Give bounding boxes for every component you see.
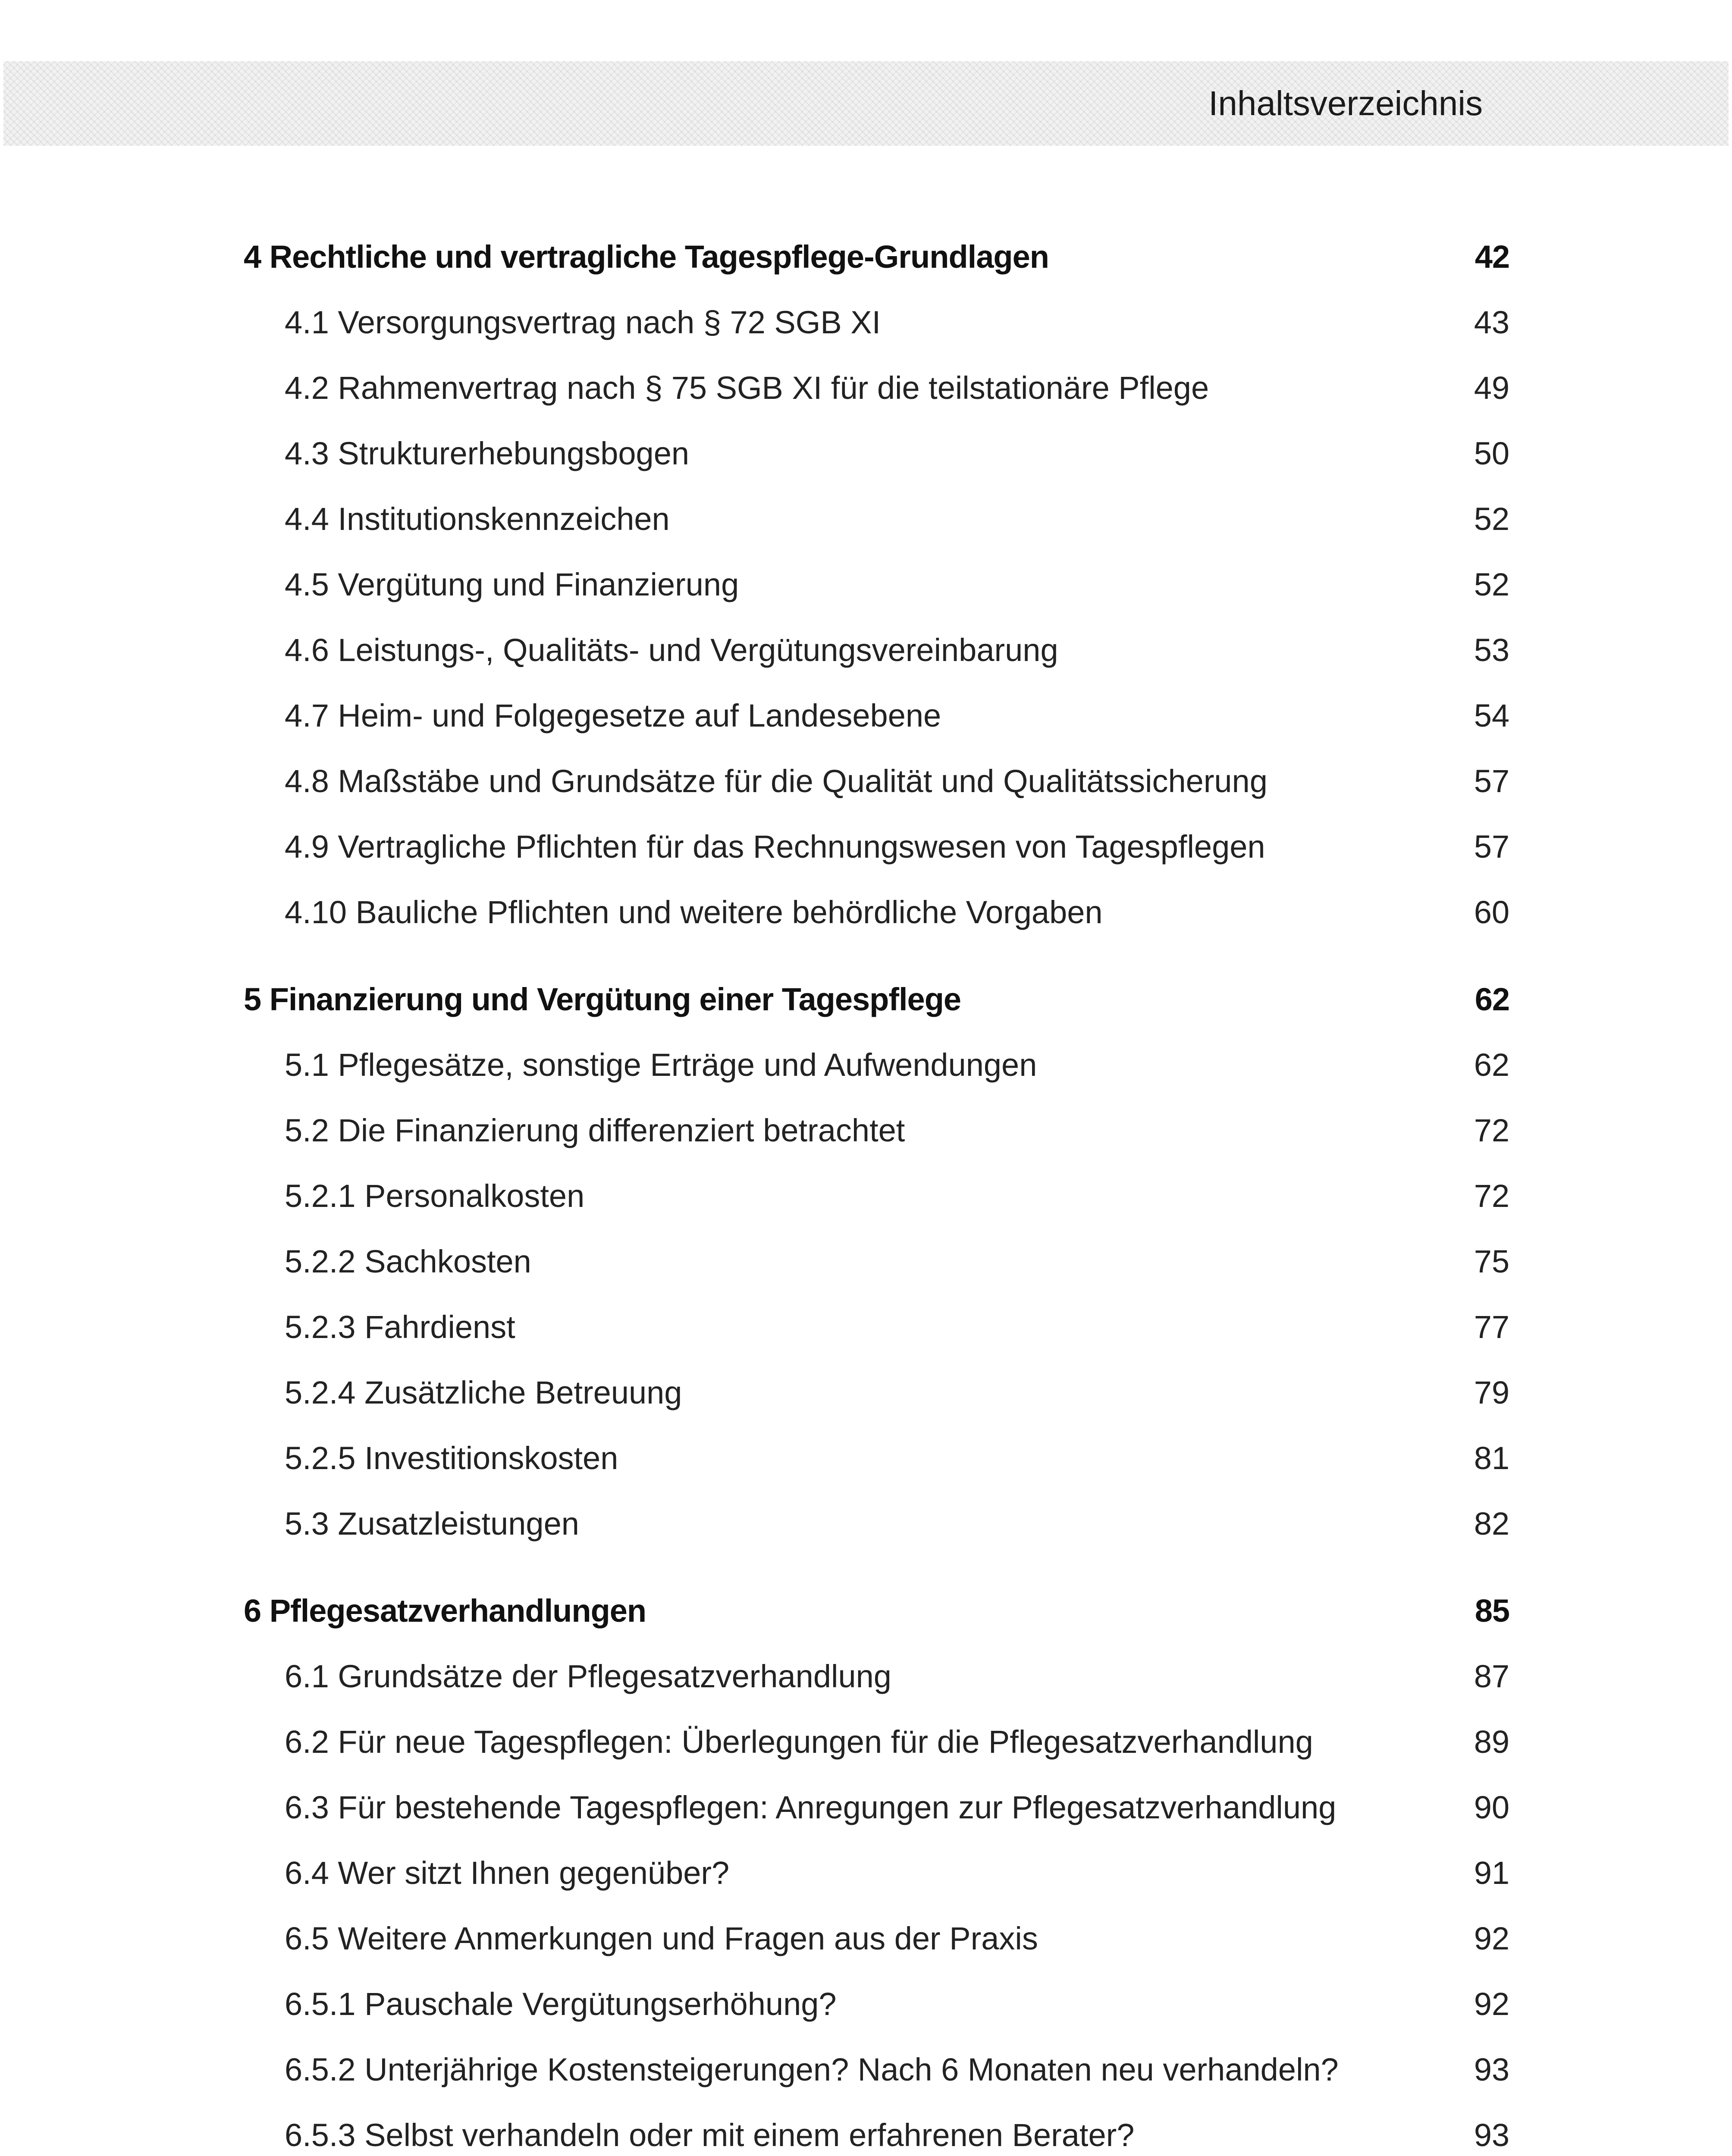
toc-page-number: 77 bbox=[1474, 1309, 1509, 1345]
toc-entry[interactable] bbox=[244, 1426, 1509, 1491]
toc-entry-title: 5.2.1 Personalkosten bbox=[285, 1178, 585, 1214]
toc-page-number: 62 bbox=[1474, 1047, 1509, 1083]
toc-entry[interactable] bbox=[244, 1906, 1509, 1971]
toc-page-number: 82 bbox=[1474, 1506, 1509, 1542]
toc-page-number: 50 bbox=[1474, 436, 1509, 471]
toc-entry[interactable] bbox=[244, 552, 1509, 617]
toc-entry-title: 5.2.2 Sachkosten bbox=[285, 1244, 531, 1279]
toc-entry[interactable] bbox=[244, 814, 1509, 880]
toc-entry-title: 4.8 Maßstäbe und Grundsätze für die Qualität und Qualitätssicherung bbox=[285, 763, 1268, 799]
toc-page-number: 75 bbox=[1474, 1244, 1509, 1279]
toc-page-number: 52 bbox=[1474, 567, 1509, 602]
toc-chapter-entry[interactable] bbox=[244, 224, 1509, 290]
toc-page-number: 92 bbox=[1474, 1921, 1509, 1956]
toc-entry[interactable] bbox=[244, 486, 1509, 552]
toc-entry[interactable] bbox=[244, 880, 1509, 945]
toc-entry[interactable] bbox=[244, 1163, 1509, 1229]
toc-entry-title: 4.1 Versorgungsvertrag nach § 72 SGB XI bbox=[285, 304, 881, 340]
toc-entry[interactable] bbox=[244, 1775, 1509, 1840]
toc-page-number: 53 bbox=[1474, 632, 1509, 668]
toc-section bbox=[244, 224, 1509, 945]
toc-entry[interactable] bbox=[244, 1840, 1509, 1906]
toc-entry-title: 4.4 Institutionskennzeichen bbox=[285, 501, 670, 537]
page-title: Inhaltsverzeichnis bbox=[1208, 84, 1483, 122]
toc-page-number: 91 bbox=[1474, 1855, 1509, 1891]
toc-entry[interactable] bbox=[244, 749, 1509, 814]
toc-entry[interactable] bbox=[244, 1032, 1509, 1098]
header-band bbox=[3, 61, 1729, 146]
toc-entry[interactable] bbox=[244, 1709, 1509, 1775]
toc-section bbox=[244, 967, 1509, 1557]
toc-page-number: 90 bbox=[1474, 1789, 1509, 1825]
toc-page-number: 54 bbox=[1474, 698, 1509, 733]
toc-entry-title: 5.3 Zusatzleistungen bbox=[285, 1506, 579, 1542]
toc-page-number: 57 bbox=[1474, 829, 1509, 865]
toc-page-number: 72 bbox=[1474, 1178, 1509, 1214]
toc-entry-title: 6.1 Grundsätze der Pflegesatzverhandlung bbox=[285, 1658, 891, 1694]
toc-entry-title: 5.2 Die Finanzierung differenziert betrachtet bbox=[285, 1112, 905, 1148]
toc-page-number: 57 bbox=[1474, 763, 1509, 799]
toc-entry-title: 5.2.4 Zusätzliche Betreuung bbox=[285, 1375, 682, 1410]
toc-page-number: 92 bbox=[1474, 1986, 1509, 2022]
toc-page-number: 42 bbox=[1475, 239, 1509, 275]
toc-chapter-title: 5 Finanzierung und Vergütung einer Tagespflege bbox=[244, 981, 961, 1017]
toc-entry[interactable] bbox=[244, 2103, 1509, 2156]
toc-section bbox=[244, 1578, 1509, 2156]
toc-entry[interactable] bbox=[244, 1098, 1509, 1163]
toc-page-number: 85 bbox=[1475, 1593, 1509, 1629]
toc-entry[interactable] bbox=[244, 617, 1509, 683]
toc-entry-title: 6.3 Für bestehende Tagespflegen: Anregungen zur Pflegesatzverhandlung bbox=[285, 1789, 1337, 1825]
toc-page-number: 79 bbox=[1474, 1375, 1509, 1410]
toc-entry[interactable] bbox=[244, 421, 1509, 486]
toc-entry-title: 4.6 Leistungs-, Qualitäts- und Vergütungsvereinbarung bbox=[285, 632, 1058, 668]
toc-page-number: 60 bbox=[1474, 894, 1509, 930]
toc-entry-title: 6.2 Für neue Tagespflegen: Überlegungen für die Pflegesatzverhandlung bbox=[285, 1724, 1313, 1760]
toc-entry-title: 6.5 Weitere Anmerkungen und Fragen aus der Praxis bbox=[285, 1921, 1038, 1956]
toc-entry[interactable] bbox=[244, 1294, 1509, 1360]
toc-entry[interactable] bbox=[244, 290, 1509, 355]
toc-entry[interactable] bbox=[244, 1491, 1509, 1557]
toc-entry-title: 4.7 Heim- und Folgegesetze auf Landesebene bbox=[285, 698, 941, 733]
toc-page-number: 72 bbox=[1474, 1112, 1509, 1148]
toc-entry-title: 5.2.5 Investitionskosten bbox=[285, 1440, 618, 1476]
toc-entry-title: 4.10 Bauliche Pflichten und weitere behördliche Vorgaben bbox=[285, 894, 1103, 930]
toc-page-number: 89 bbox=[1474, 1724, 1509, 1760]
toc-entry-title: 5.1 Pflegesätze, sonstige Erträge und Aufwendungen bbox=[285, 1047, 1037, 1083]
toc-entry-title: 5.2.3 Fahrdienst bbox=[285, 1309, 515, 1345]
toc-page-number: 93 bbox=[1474, 2117, 1509, 2153]
toc-entry[interactable] bbox=[244, 1360, 1509, 1426]
toc-chapter-entry[interactable] bbox=[244, 967, 1509, 1032]
toc-page-number: 81 bbox=[1474, 1440, 1509, 1476]
toc-chapter-entry[interactable] bbox=[244, 1578, 1509, 1644]
toc-entry-title: 4.5 Vergütung und Finanzierung bbox=[285, 567, 739, 602]
table-of-contents bbox=[244, 224, 1509, 2156]
toc-page-number: 49 bbox=[1474, 370, 1509, 406]
toc-entry[interactable] bbox=[244, 355, 1509, 421]
toc-entry-title: 4.3 Strukturerhebungsbogen bbox=[285, 436, 690, 471]
toc-entry[interactable] bbox=[244, 1644, 1509, 1709]
toc-page-number: 43 bbox=[1474, 304, 1509, 340]
toc-entry[interactable] bbox=[244, 1229, 1509, 1294]
toc-entry-title: 6.5.3 Selbst verhandeln oder mit einem erfahrenen Berater? bbox=[285, 2117, 1135, 2153]
toc-chapter-title: 4 Rechtliche und vertragliche Tagespflege-Grundlagen bbox=[244, 239, 1049, 275]
toc-entry-title: 4.9 Vertragliche Pflichten für das Rechnungswesen von Tagespflegen bbox=[285, 829, 1265, 865]
toc-page-number: 52 bbox=[1474, 501, 1509, 537]
toc-entry[interactable] bbox=[244, 2037, 1509, 2103]
toc-entry[interactable] bbox=[244, 683, 1509, 749]
toc-entry-title: 6.5.1 Pauschale Vergütungserhöhung? bbox=[285, 1986, 837, 2022]
toc-page-number: 93 bbox=[1474, 2052, 1509, 2087]
toc-entry-title: 6.4 Wer sitzt Ihnen gegenüber? bbox=[285, 1855, 730, 1891]
toc-entry[interactable] bbox=[244, 1971, 1509, 2037]
toc-page-number: 62 bbox=[1475, 981, 1509, 1017]
toc-chapter-title: 6 Pflegesatzverhandlungen bbox=[244, 1593, 646, 1629]
toc-entry-title: 4.2 Rahmenvertrag nach § 75 SGB XI für die teilstationäre Pflege bbox=[285, 370, 1209, 406]
toc-entry-title: 6.5.2 Unterjährige Kostensteigerungen? Nach 6 Monaten neu verhandeln? bbox=[285, 2052, 1339, 2087]
toc-page-number: 87 bbox=[1474, 1658, 1509, 1694]
